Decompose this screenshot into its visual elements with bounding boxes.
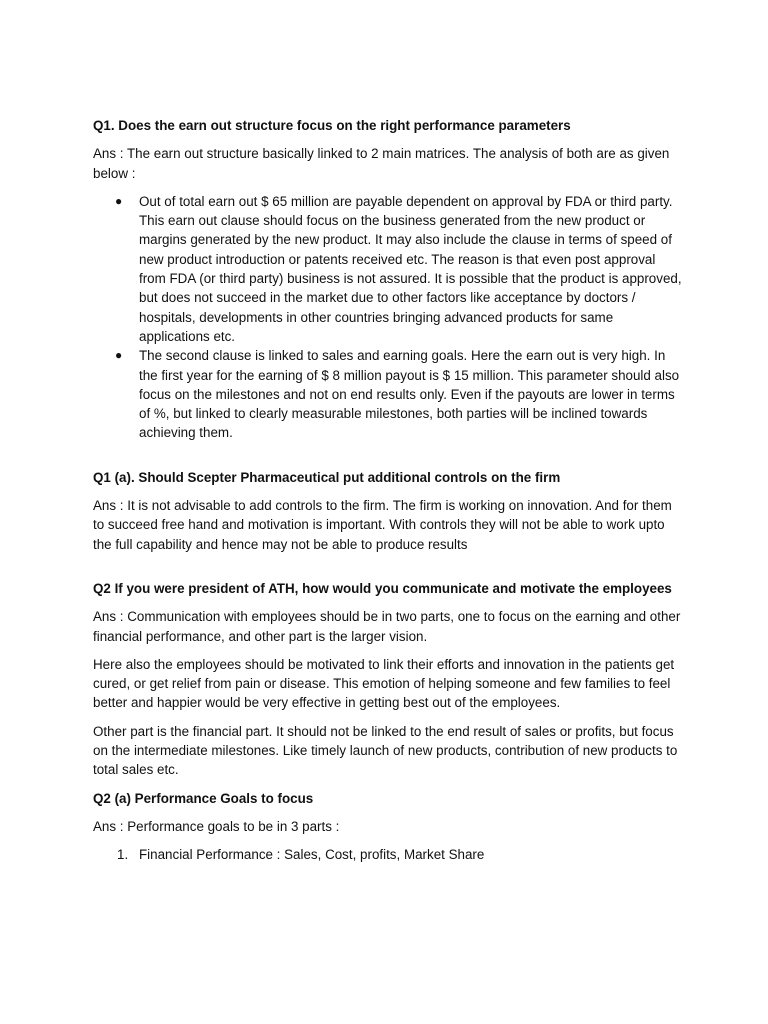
list-item bbox=[93, 346, 683, 442]
q2a-answer-intro: Ans : Performance goals to be in 3 parts : bbox=[93, 818, 340, 834]
q1-answer-intro: Ans : The earn out structure basically linked to 2 main matrices. The analysis of both are as given below : bbox=[93, 146, 670, 181]
q1a-answer: Ans : It is not advisable to add controls to the firm. The firm is working on innovation. And for them to succeed free hand and motivation is important. With controls they will not be able to work upto the full capability and hence may not be able to produce results bbox=[93, 498, 672, 552]
document-page bbox=[93, 116, 683, 865]
list-item-text: Out of total earn out $ 65 million are payable dependent on approval by FDA or third party. This earn out clause should focus on the business generated from the new product or margins generated by the new product. It may also include the clause in terms of speed of new product introduction or patents received etc. The reason is that even post approval from FDA (or third party) business is not assured. It is possible that the product is approved, but does not succeed in the market due to other factors like acceptance by doctors / hospitals, developments in other countries bringing advanced products for same applications etc. bbox=[139, 193, 682, 344]
q1-bullet-list bbox=[93, 192, 683, 443]
q2-paragraph: Ans : Communication with employees should be in two parts, one to focus on the earning and other financial performance, and other part is the larger vision. bbox=[93, 609, 681, 644]
list-item-text: Financial Performance : Sales, Cost, profits, Market Share bbox=[139, 847, 485, 863]
q2a-heading: Q2 (a) Performance Goals to focus bbox=[93, 790, 314, 806]
q2a-numbered-list bbox=[93, 845, 683, 864]
list-item bbox=[93, 192, 683, 346]
q2-paragraph: Here also the employees should be motivated to link their efforts and innovation in the patients get cured, or get relief from pain or disease. This emotion of helping someone and few families to feel better and happier would be very effective in getting best out of the employees. bbox=[93, 656, 675, 711]
q2-heading: Q2 If you were president of ATH, how would you communicate and motivate the employees bbox=[93, 580, 672, 596]
q1-heading: Q1. Does the earn out structure focus on the right performance parameters bbox=[93, 118, 571, 133]
list-item-number: 1. bbox=[117, 847, 129, 863]
bullet-dot-icon: ● bbox=[115, 348, 123, 363]
list-item bbox=[93, 845, 683, 864]
q2-paragraph: Other part is the financial part. It should not be linked to the end result of sales or profits, but focus on the intermediate milestones. Like timely launch of new products, contribution of new products to total sales etc. bbox=[93, 723, 678, 778]
bullet-dot-icon: ● bbox=[115, 193, 123, 208]
list-item-text: The second clause is linked to sales and earning goals. Here the earn out is very high. In the first year for the earning of $ 8 million payout is $ 15 million. This parameter should also focus on the milestones and not on end results only. Even if the payouts are lower in terms of %, but linked to clearly measurable milestones, both parties will be inclined towards achieving them. bbox=[139, 348, 680, 441]
q1a-heading: Q1 (a). Should Scepter Pharmaceutical put additional controls on the firm bbox=[93, 469, 561, 485]
